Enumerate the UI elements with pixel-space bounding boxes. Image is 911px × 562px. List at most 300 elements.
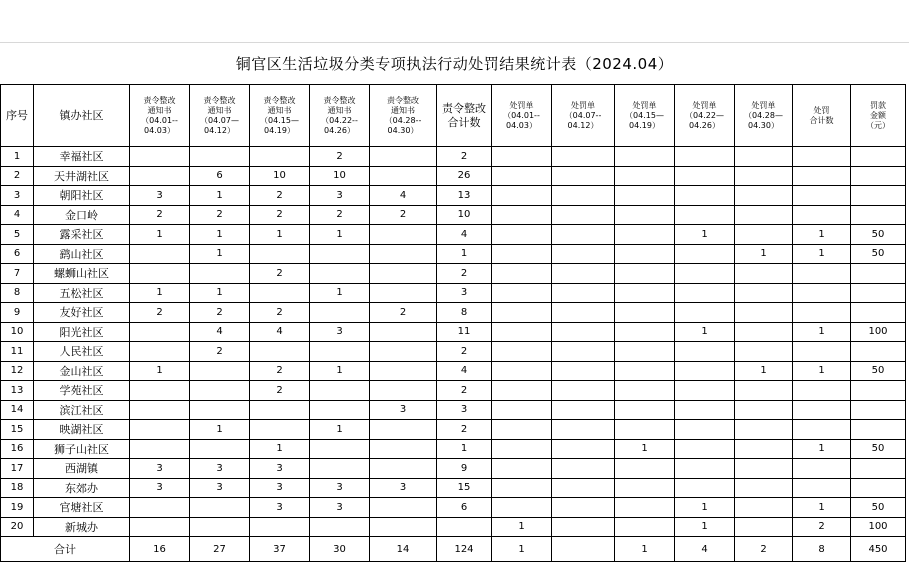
cell-z4[interactable]: 3	[310, 478, 370, 498]
total-fine[interactable]: 450	[851, 537, 906, 562]
cell-z1[interactable]: 1	[130, 225, 190, 245]
cell-z2[interactable]: 1	[190, 186, 250, 206]
cell-seq[interactable]: 13	[1, 381, 34, 401]
cell-z1[interactable]	[130, 264, 190, 284]
cell-c1[interactable]	[492, 439, 552, 459]
cell-fine[interactable]	[851, 166, 906, 186]
cell-ct[interactable]	[793, 166, 851, 186]
cell-c1[interactable]	[492, 342, 552, 362]
cell-ct[interactable]	[793, 205, 851, 225]
cell-fine[interactable]	[851, 303, 906, 323]
cell-z1[interactable]: 3	[130, 459, 190, 479]
total-z5[interactable]: 14	[370, 537, 437, 562]
cell-z3[interactable]: 4	[250, 322, 310, 342]
cell-seq[interactable]: 20	[1, 517, 34, 537]
cell-ct[interactable]	[793, 147, 851, 167]
cell-seq[interactable]: 6	[1, 244, 34, 264]
cell-c2[interactable]	[552, 400, 615, 420]
cell-z4[interactable]: 1	[310, 361, 370, 381]
cell-z1[interactable]	[130, 322, 190, 342]
cell-seq[interactable]: 2	[1, 166, 34, 186]
cell-ct[interactable]	[793, 342, 851, 362]
cell-c2[interactable]	[552, 361, 615, 381]
cell-name[interactable]: 新城办	[34, 517, 130, 537]
cell-c1[interactable]	[492, 244, 552, 264]
cell-seq[interactable]: 10	[1, 322, 34, 342]
cell-c3[interactable]	[615, 244, 675, 264]
cell-z3[interactable]: 2	[250, 303, 310, 323]
cell-z2[interactable]: 6	[190, 166, 250, 186]
cell-c5[interactable]	[735, 283, 793, 303]
cell-z2[interactable]: 3	[190, 478, 250, 498]
cell-z2[interactable]: 1	[190, 283, 250, 303]
cell-c2[interactable]	[552, 147, 615, 167]
total-label[interactable]: 合计	[1, 537, 130, 562]
total-c4[interactable]: 4	[675, 537, 735, 562]
cell-name[interactable]: 东郊办	[34, 478, 130, 498]
cell-c1[interactable]	[492, 303, 552, 323]
cell-z5[interactable]	[370, 147, 437, 167]
cell-c5[interactable]	[735, 322, 793, 342]
cell-c2[interactable]	[552, 166, 615, 186]
cell-ct[interactable]: 1	[793, 498, 851, 518]
cell-c3[interactable]	[615, 342, 675, 362]
cell-seq[interactable]: 11	[1, 342, 34, 362]
cell-z1[interactable]	[130, 147, 190, 167]
cell-fine[interactable]	[851, 342, 906, 362]
cell-c1[interactable]	[492, 225, 552, 245]
cell-c5[interactable]	[735, 517, 793, 537]
cell-z2[interactable]: 3	[190, 459, 250, 479]
cell-c2[interactable]	[552, 244, 615, 264]
cell-c5[interactable]	[735, 205, 793, 225]
cell-c3[interactable]	[615, 478, 675, 498]
cell-zt[interactable]: 1	[437, 244, 492, 264]
cell-z3[interactable]	[250, 400, 310, 420]
cell-name[interactable]: 映湖社区	[34, 420, 130, 440]
cell-name[interactable]: 西湖镇	[34, 459, 130, 479]
cell-ct[interactable]	[793, 381, 851, 401]
cell-c5[interactable]	[735, 225, 793, 245]
cell-zt[interactable]	[437, 517, 492, 537]
cell-name[interactable]: 天井湖社区	[34, 166, 130, 186]
cell-ct[interactable]	[793, 478, 851, 498]
cell-c2[interactable]	[552, 517, 615, 537]
cell-z1[interactable]: 2	[130, 303, 190, 323]
cell-seq[interactable]: 19	[1, 498, 34, 518]
cell-c5[interactable]: 1	[735, 361, 793, 381]
cell-z3[interactable]	[250, 342, 310, 362]
cell-zt[interactable]: 11	[437, 322, 492, 342]
cell-c4[interactable]	[675, 303, 735, 323]
cell-z5[interactable]	[370, 439, 437, 459]
cell-z2[interactable]: 2	[190, 342, 250, 362]
cell-z5[interactable]	[370, 342, 437, 362]
cell-z5[interactable]: 3	[370, 478, 437, 498]
cell-z3[interactable]: 2	[250, 186, 310, 206]
cell-z4[interactable]: 1	[310, 283, 370, 303]
cell-ct[interactable]	[793, 186, 851, 206]
cell-fine[interactable]	[851, 478, 906, 498]
cell-z5[interactable]: 2	[370, 205, 437, 225]
cell-name[interactable]: 滨江社区	[34, 400, 130, 420]
cell-c1[interactable]	[492, 147, 552, 167]
cell-name[interactable]: 官塘社区	[34, 498, 130, 518]
total-zt[interactable]: 124	[437, 537, 492, 562]
cell-z2[interactable]	[190, 439, 250, 459]
cell-c1[interactable]	[492, 283, 552, 303]
cell-c4[interactable]: 1	[675, 517, 735, 537]
cell-zt[interactable]: 3	[437, 400, 492, 420]
cell-zt[interactable]: 10	[437, 205, 492, 225]
cell-fine[interactable]	[851, 147, 906, 167]
cell-c1[interactable]	[492, 420, 552, 440]
cell-seq[interactable]: 1	[1, 147, 34, 167]
cell-z1[interactable]: 3	[130, 478, 190, 498]
cell-name[interactable]: 友好社区	[34, 303, 130, 323]
cell-c2[interactable]	[552, 420, 615, 440]
total-c2[interactable]	[552, 537, 615, 562]
cell-z4[interactable]	[310, 342, 370, 362]
cell-z5[interactable]: 3	[370, 400, 437, 420]
cell-z1[interactable]	[130, 517, 190, 537]
cell-c5[interactable]	[735, 439, 793, 459]
cell-z4[interactable]: 3	[310, 186, 370, 206]
cell-c4[interactable]	[675, 205, 735, 225]
cell-name[interactable]: 阳光社区	[34, 322, 130, 342]
cell-c3[interactable]	[615, 498, 675, 518]
cell-zt[interactable]: 2	[437, 147, 492, 167]
cell-c2[interactable]	[552, 342, 615, 362]
cell-c3[interactable]	[615, 517, 675, 537]
cell-c5[interactable]	[735, 498, 793, 518]
cell-c5[interactable]	[735, 478, 793, 498]
cell-c3[interactable]	[615, 225, 675, 245]
cell-zt[interactable]: 2	[437, 420, 492, 440]
cell-z2[interactable]: 4	[190, 322, 250, 342]
cell-fine[interactable]	[851, 186, 906, 206]
cell-c3[interactable]	[615, 147, 675, 167]
total-ct[interactable]: 8	[793, 537, 851, 562]
cell-c4[interactable]: 1	[675, 225, 735, 245]
cell-ct[interactable]: 1	[793, 322, 851, 342]
cell-c1[interactable]	[492, 166, 552, 186]
cell-z2[interactable]	[190, 147, 250, 167]
cell-z1[interactable]: 2	[130, 205, 190, 225]
total-z2[interactable]: 27	[190, 537, 250, 562]
cell-seq[interactable]: 3	[1, 186, 34, 206]
cell-c1[interactable]: 1	[492, 517, 552, 537]
cell-name[interactable]: 五松社区	[34, 283, 130, 303]
cell-ct[interactable]: 1	[793, 225, 851, 245]
cell-c5[interactable]: 1	[735, 244, 793, 264]
cell-c1[interactable]	[492, 322, 552, 342]
cell-zt[interactable]: 13	[437, 186, 492, 206]
cell-name[interactable]: 人民社区	[34, 342, 130, 362]
cell-c1[interactable]	[492, 361, 552, 381]
cell-z3[interactable]: 2	[250, 361, 310, 381]
cell-fine[interactable]: 50	[851, 361, 906, 381]
cell-name[interactable]: 螺蛳山社区	[34, 264, 130, 284]
cell-c4[interactable]	[675, 342, 735, 362]
cell-z1[interactable]	[130, 381, 190, 401]
cell-zt[interactable]: 9	[437, 459, 492, 479]
cell-z4[interactable]: 10	[310, 166, 370, 186]
cell-name[interactable]: 幸福社区	[34, 147, 130, 167]
cell-c3[interactable]	[615, 166, 675, 186]
cell-z2[interactable]	[190, 498, 250, 518]
cell-z2[interactable]	[190, 517, 250, 537]
cell-ct[interactable]	[793, 400, 851, 420]
cell-c3[interactable]	[615, 205, 675, 225]
cell-c3[interactable]	[615, 381, 675, 401]
cell-z3[interactable]	[250, 244, 310, 264]
cell-z1[interactable]	[130, 166, 190, 186]
cell-zt[interactable]: 2	[437, 381, 492, 401]
cell-c2[interactable]	[552, 283, 615, 303]
cell-z4[interactable]: 1	[310, 420, 370, 440]
cell-c2[interactable]	[552, 264, 615, 284]
cell-c4[interactable]	[675, 400, 735, 420]
cell-c4[interactable]	[675, 381, 735, 401]
cell-c4[interactable]	[675, 147, 735, 167]
total-z4[interactable]: 30	[310, 537, 370, 562]
cell-z5[interactable]	[370, 322, 437, 342]
cell-z5[interactable]: 2	[370, 303, 437, 323]
cell-seq[interactable]: 17	[1, 459, 34, 479]
cell-zt[interactable]: 4	[437, 225, 492, 245]
total-c5[interactable]: 2	[735, 537, 793, 562]
cell-c2[interactable]	[552, 439, 615, 459]
cell-name[interactable]: 学苑社区	[34, 381, 130, 401]
cell-z1[interactable]	[130, 244, 190, 264]
cell-z2[interactable]: 2	[190, 303, 250, 323]
cell-c1[interactable]	[492, 478, 552, 498]
cell-z3[interactable]: 3	[250, 459, 310, 479]
cell-z4[interactable]: 3	[310, 322, 370, 342]
cell-c4[interactable]	[675, 264, 735, 284]
cell-seq[interactable]: 7	[1, 264, 34, 284]
cell-z5[interactable]	[370, 498, 437, 518]
cell-fine[interactable]	[851, 420, 906, 440]
cell-c1[interactable]	[492, 400, 552, 420]
total-z1[interactable]: 16	[130, 537, 190, 562]
cell-c4[interactable]: 1	[675, 498, 735, 518]
cell-zt[interactable]: 15	[437, 478, 492, 498]
cell-c4[interactable]	[675, 166, 735, 186]
cell-zt[interactable]: 3	[437, 283, 492, 303]
cell-z5[interactable]: 4	[370, 186, 437, 206]
cell-ct[interactable]: 1	[793, 361, 851, 381]
cell-z4[interactable]: 3	[310, 498, 370, 518]
cell-z2[interactable]	[190, 381, 250, 401]
cell-z3[interactable]	[250, 517, 310, 537]
cell-ct[interactable]	[793, 459, 851, 479]
cell-zt[interactable]: 1	[437, 439, 492, 459]
cell-seq[interactable]: 9	[1, 303, 34, 323]
cell-z5[interactable]	[370, 166, 437, 186]
cell-c2[interactable]	[552, 186, 615, 206]
cell-ct[interactable]	[793, 303, 851, 323]
cell-z2[interactable]	[190, 264, 250, 284]
cell-zt[interactable]: 8	[437, 303, 492, 323]
cell-c5[interactable]	[735, 400, 793, 420]
cell-fine[interactable]	[851, 264, 906, 284]
cell-name[interactable]: 鹞山社区	[34, 244, 130, 264]
cell-z4[interactable]	[310, 264, 370, 284]
cell-fine[interactable]: 50	[851, 439, 906, 459]
cell-c4[interactable]	[675, 459, 735, 479]
cell-ct[interactable]	[793, 264, 851, 284]
cell-zt[interactable]: 4	[437, 361, 492, 381]
cell-ct[interactable]	[793, 283, 851, 303]
cell-c5[interactable]	[735, 381, 793, 401]
cell-c3[interactable]	[615, 186, 675, 206]
cell-c2[interactable]	[552, 205, 615, 225]
cell-ct[interactable]	[793, 420, 851, 440]
cell-seq[interactable]: 14	[1, 400, 34, 420]
cell-z5[interactable]	[370, 459, 437, 479]
cell-z5[interactable]	[370, 225, 437, 245]
cell-c3[interactable]	[615, 361, 675, 381]
cell-z1[interactable]	[130, 439, 190, 459]
cell-fine[interactable]	[851, 283, 906, 303]
cell-c4[interactable]	[675, 361, 735, 381]
cell-z3[interactable]: 2	[250, 205, 310, 225]
cell-z1[interactable]	[130, 400, 190, 420]
cell-z5[interactable]	[370, 244, 437, 264]
cell-name[interactable]: 狮子山社区	[34, 439, 130, 459]
cell-name[interactable]: 露采社区	[34, 225, 130, 245]
cell-c5[interactable]	[735, 147, 793, 167]
cell-c2[interactable]	[552, 322, 615, 342]
cell-c1[interactable]	[492, 264, 552, 284]
cell-z3[interactable]: 2	[250, 264, 310, 284]
cell-z2[interactable]: 1	[190, 244, 250, 264]
cell-c5[interactable]	[735, 420, 793, 440]
cell-z4[interactable]	[310, 439, 370, 459]
cell-z5[interactable]	[370, 361, 437, 381]
cell-z2[interactable]: 2	[190, 205, 250, 225]
cell-c5[interactable]	[735, 264, 793, 284]
cell-z5[interactable]	[370, 517, 437, 537]
cell-c2[interactable]	[552, 225, 615, 245]
cell-zt[interactable]: 26	[437, 166, 492, 186]
cell-z3[interactable]	[250, 147, 310, 167]
cell-c2[interactable]	[552, 303, 615, 323]
cell-ct[interactable]: 1	[793, 439, 851, 459]
cell-z3[interactable]	[250, 283, 310, 303]
cell-c3[interactable]	[615, 420, 675, 440]
cell-seq[interactable]: 16	[1, 439, 34, 459]
cell-seq[interactable]: 18	[1, 478, 34, 498]
cell-c2[interactable]	[552, 381, 615, 401]
cell-z3[interactable]: 1	[250, 439, 310, 459]
cell-z4[interactable]: 2	[310, 205, 370, 225]
cell-fine[interactable]	[851, 381, 906, 401]
cell-c1[interactable]	[492, 186, 552, 206]
cell-seq[interactable]: 12	[1, 361, 34, 381]
cell-zt[interactable]: 2	[437, 342, 492, 362]
cell-ct[interactable]: 1	[793, 244, 851, 264]
cell-z1[interactable]: 1	[130, 283, 190, 303]
cell-z4[interactable]	[310, 303, 370, 323]
cell-z3[interactable]: 3	[250, 478, 310, 498]
cell-c1[interactable]	[492, 381, 552, 401]
cell-c1[interactable]	[492, 459, 552, 479]
cell-z4[interactable]	[310, 517, 370, 537]
cell-z4[interactable]: 1	[310, 225, 370, 245]
cell-c5[interactable]	[735, 303, 793, 323]
cell-c1[interactable]	[492, 498, 552, 518]
cell-c4[interactable]: 1	[675, 322, 735, 342]
cell-c5[interactable]	[735, 459, 793, 479]
cell-fine[interactable]: 50	[851, 225, 906, 245]
cell-c3[interactable]	[615, 283, 675, 303]
cell-c1[interactable]	[492, 205, 552, 225]
cell-fine[interactable]	[851, 459, 906, 479]
cell-z1[interactable]: 3	[130, 186, 190, 206]
cell-z3[interactable]: 3	[250, 498, 310, 518]
cell-z4[interactable]	[310, 400, 370, 420]
cell-seq[interactable]: 4	[1, 205, 34, 225]
cell-seq[interactable]: 8	[1, 283, 34, 303]
cell-c4[interactable]	[675, 186, 735, 206]
cell-zt[interactable]: 2	[437, 264, 492, 284]
cell-z4[interactable]	[310, 244, 370, 264]
cell-z5[interactable]	[370, 420, 437, 440]
cell-c3[interactable]: 1	[615, 439, 675, 459]
cell-z5[interactable]	[370, 283, 437, 303]
cell-z5[interactable]	[370, 264, 437, 284]
cell-z2[interactable]	[190, 400, 250, 420]
cell-c2[interactable]	[552, 459, 615, 479]
cell-fine[interactable]: 50	[851, 498, 906, 518]
cell-z1[interactable]: 1	[130, 361, 190, 381]
cell-name[interactable]: 金山社区	[34, 361, 130, 381]
cell-c4[interactable]	[675, 244, 735, 264]
cell-fine[interactable]: 100	[851, 517, 906, 537]
cell-c5[interactable]	[735, 186, 793, 206]
cell-z3[interactable]: 10	[250, 166, 310, 186]
cell-c4[interactable]	[675, 478, 735, 498]
cell-z4[interactable]	[310, 459, 370, 479]
cell-z1[interactable]	[130, 498, 190, 518]
cell-c3[interactable]	[615, 400, 675, 420]
cell-z1[interactable]	[130, 342, 190, 362]
cell-z1[interactable]	[130, 420, 190, 440]
cell-z2[interactable]	[190, 361, 250, 381]
cell-c3[interactable]	[615, 322, 675, 342]
cell-seq[interactable]: 15	[1, 420, 34, 440]
cell-c3[interactable]	[615, 303, 675, 323]
cell-name[interactable]: 金口岭	[34, 205, 130, 225]
cell-c3[interactable]	[615, 459, 675, 479]
cell-z3[interactable]	[250, 420, 310, 440]
cell-z4[interactable]: 2	[310, 147, 370, 167]
cell-c4[interactable]	[675, 283, 735, 303]
cell-z5[interactable]	[370, 381, 437, 401]
cell-fine[interactable]: 100	[851, 322, 906, 342]
cell-c2[interactable]	[552, 498, 615, 518]
cell-fine[interactable]	[851, 400, 906, 420]
total-c1[interactable]: 1	[492, 537, 552, 562]
cell-c5[interactable]	[735, 342, 793, 362]
cell-z4[interactable]	[310, 381, 370, 401]
cell-z3[interactable]: 2	[250, 381, 310, 401]
cell-fine[interactable]	[851, 205, 906, 225]
cell-name[interactable]: 朝阳社区	[34, 186, 130, 206]
